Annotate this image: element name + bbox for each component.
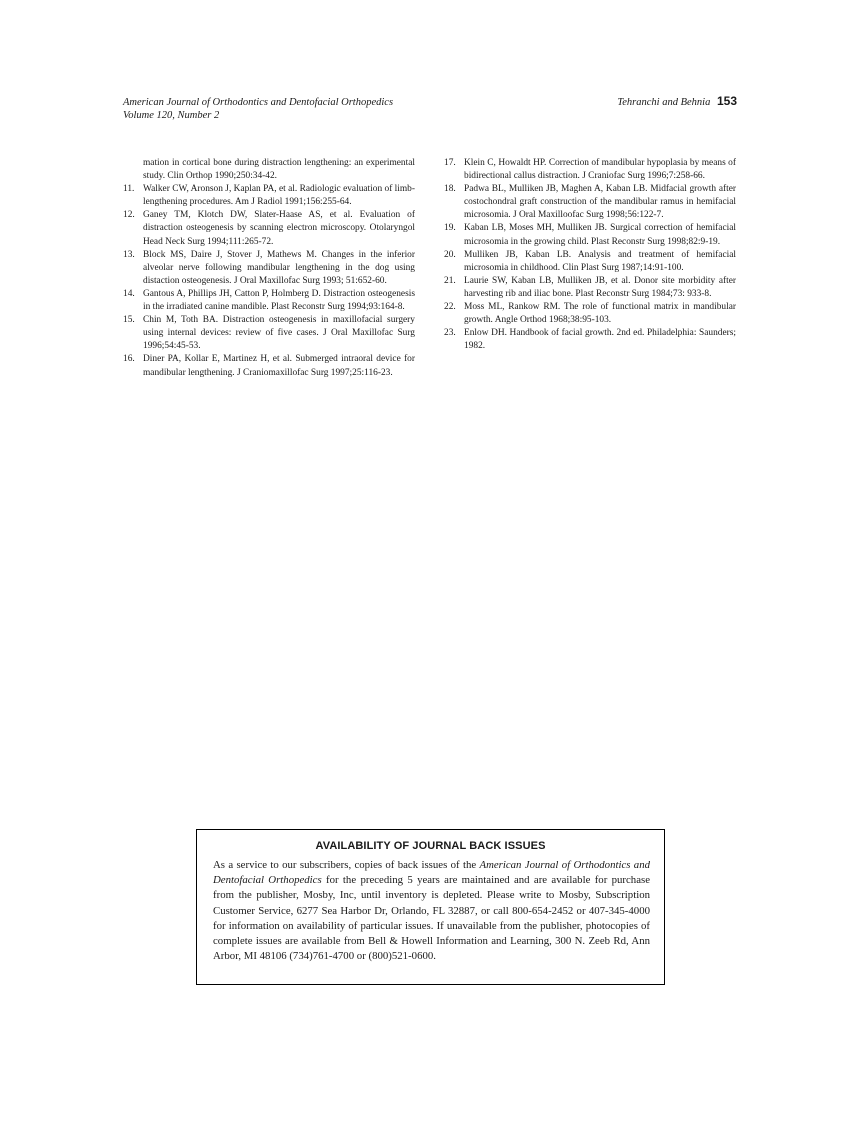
running-header-journal [123, 96, 393, 122]
reference-number: 20. [444, 249, 456, 260]
reference-item [444, 157, 736, 183]
reference-item [123, 288, 415, 314]
notice-text-start: As a service to our subscribers, copies of back issues of the [213, 859, 480, 871]
reference-number: 17. [444, 158, 456, 168]
reference-number: 16. [123, 354, 135, 365]
reference-number: 19. [444, 223, 456, 234]
reference-item [444, 249, 736, 275]
reference-item [444, 327, 736, 353]
reference-item [444, 183, 736, 222]
reference-number: 23. [444, 328, 456, 339]
reference-item [123, 209, 415, 248]
reference-text: Kaban LB, Moses MH, Mulliken JB. Surgical correction of hemifacial microsomia in the growing child. Plast Reconstr Surg 1998;82:9-19. [464, 223, 736, 247]
reference-text: Ganey TM, Klotch DW, Slater-Haase AS, et al. Evaluation of distraction osteogenesis by scanning electron microscopy. Otolaryngol Head Neck Surg 1994;111:265-72. [143, 210, 415, 247]
reference-text: Block MS, Daire J, Stover J, Mathews M. Changes in the inferior alveolar nerve following mandibular lengthening in the dog using distaction osteogenesis. J Oral Maxillofac Surg 1993; 51:652-60. [143, 249, 415, 286]
notice-text-end: for the preceding 5 years are maintained and are available for purchase from the publisher, Mosby, Inc, until inventory is depleted. Please write to Mosby, Subscription Customer Service, 6277 Sea Harbor Dr, Orlando, FL 32887, or call 800-654-2452 or 407-345-4000 for information on availability of particular issues. If unavailable from the publisher, photocopies of complete issues are available from Bell & Howell Information and Learning, 300 N. Zeeb Rd, Ann Arbor, MI 48106 (734)761-4700 or (800)521-0600. [213, 874, 650, 963]
reference-number: 22. [444, 302, 456, 313]
page-number: 153 [716, 94, 737, 108]
reference-item [123, 183, 415, 209]
journal-volume: Volume 120, Number 2 [123, 110, 220, 121]
reference-text: Chin M, Toth BA. Distraction osteogenesis in maxillofacial surgery using internal devices: review of five cases. J Oral Maxillofac Surg 1996;54:45-53. [143, 315, 415, 352]
running-header-authors [617, 95, 737, 109]
article-authors: Tehranchi and Behnia [617, 97, 711, 108]
reference-text: Padwa BL, Mulliken JB, Maghen A, Kaban LB. Midfacial growth after costochondral graft construction of the mandibular ramus in hemifacial microsomia. J Oral Maxilloofac Surg 1998;56:122-7. [464, 184, 736, 221]
back-issues-notice-box [196, 829, 665, 985]
reference-number: 15. [123, 315, 135, 326]
reference-number: 12. [123, 210, 135, 221]
notice-journal-name: American Journal of Orthodontics and Dentofacial Orthopedics [213, 859, 650, 887]
reference-list-left [123, 157, 415, 380]
reference-item [123, 314, 415, 353]
reference-number: 14. [123, 288, 135, 299]
reference-text: Gantous A, Phillips JH, Catton P, Holmberg D. Distraction osteogenesis in the irradiated canine mandible. Plast Reconstr Surg 1994;93:164-8. [143, 288, 415, 313]
reference-list-right [444, 157, 736, 353]
journal-title: American Journal of Orthodontics and Dentofacial Orthopedics [123, 97, 394, 108]
reference-item [123, 353, 415, 379]
reference-number: 18. [444, 184, 456, 195]
reference-text: Klein C, Howaldt HP. Correction of mandibular hypoplasia by means of bidirectional callus distraction. J Craniofac Surg 1996;7:258-66. [464, 158, 736, 182]
reference-text: Diner PA, Kollar E, Martinez H, et al. Submerged intraoral device for mandibular lengthening. J Craniomaxillofac Surg 1997;25:116-23. [143, 354, 415, 378]
notice-title: AVAILABILITY OF JOURNAL BACK ISSUES [315, 840, 546, 852]
reference-number: 13. [123, 249, 135, 260]
notice-body [213, 858, 650, 964]
reference-item [123, 249, 415, 288]
reference-text: mation in cortical bone during distraction lengthening: an experimental study. Clin Orthop 1990;250:34-42. [143, 158, 415, 182]
reference-number: 21. [444, 275, 456, 286]
reference-item [444, 222, 736, 248]
reference-text: Moss ML, Rankow RM. The role of functional matrix in mandibular growth. Angle Orthod 1968;38:95-103. [464, 302, 736, 326]
reference-number: 11. [123, 184, 135, 195]
reference-text: Mulliken JB, Kaban LB. Analysis and treatment of hemifacial microsomia in childhood. Clin Plast Surg 1987;14:91-100. [464, 249, 736, 273]
reference-text: Enlow DH. Handbook of facial growth. 2nd ed. Philadelphia: Saunders; 1982. [464, 328, 736, 352]
reference-text: Laurie SW, Kaban LB, Mulliken JB, et al. Donor site morbidity after harvesting rib and iliac bone. Plast Reconstr Surg 1984;73: 933-8. [464, 275, 736, 299]
reference-item [444, 301, 736, 327]
reference-item [444, 275, 736, 301]
reference-text: Walker CW, Aronson J, Kaplan PA, et al. Radiologic evaluation of limb-lengthening procedures. Am J Radiol 1991;156:255-64. [143, 184, 415, 208]
reference-item [123, 157, 415, 183]
